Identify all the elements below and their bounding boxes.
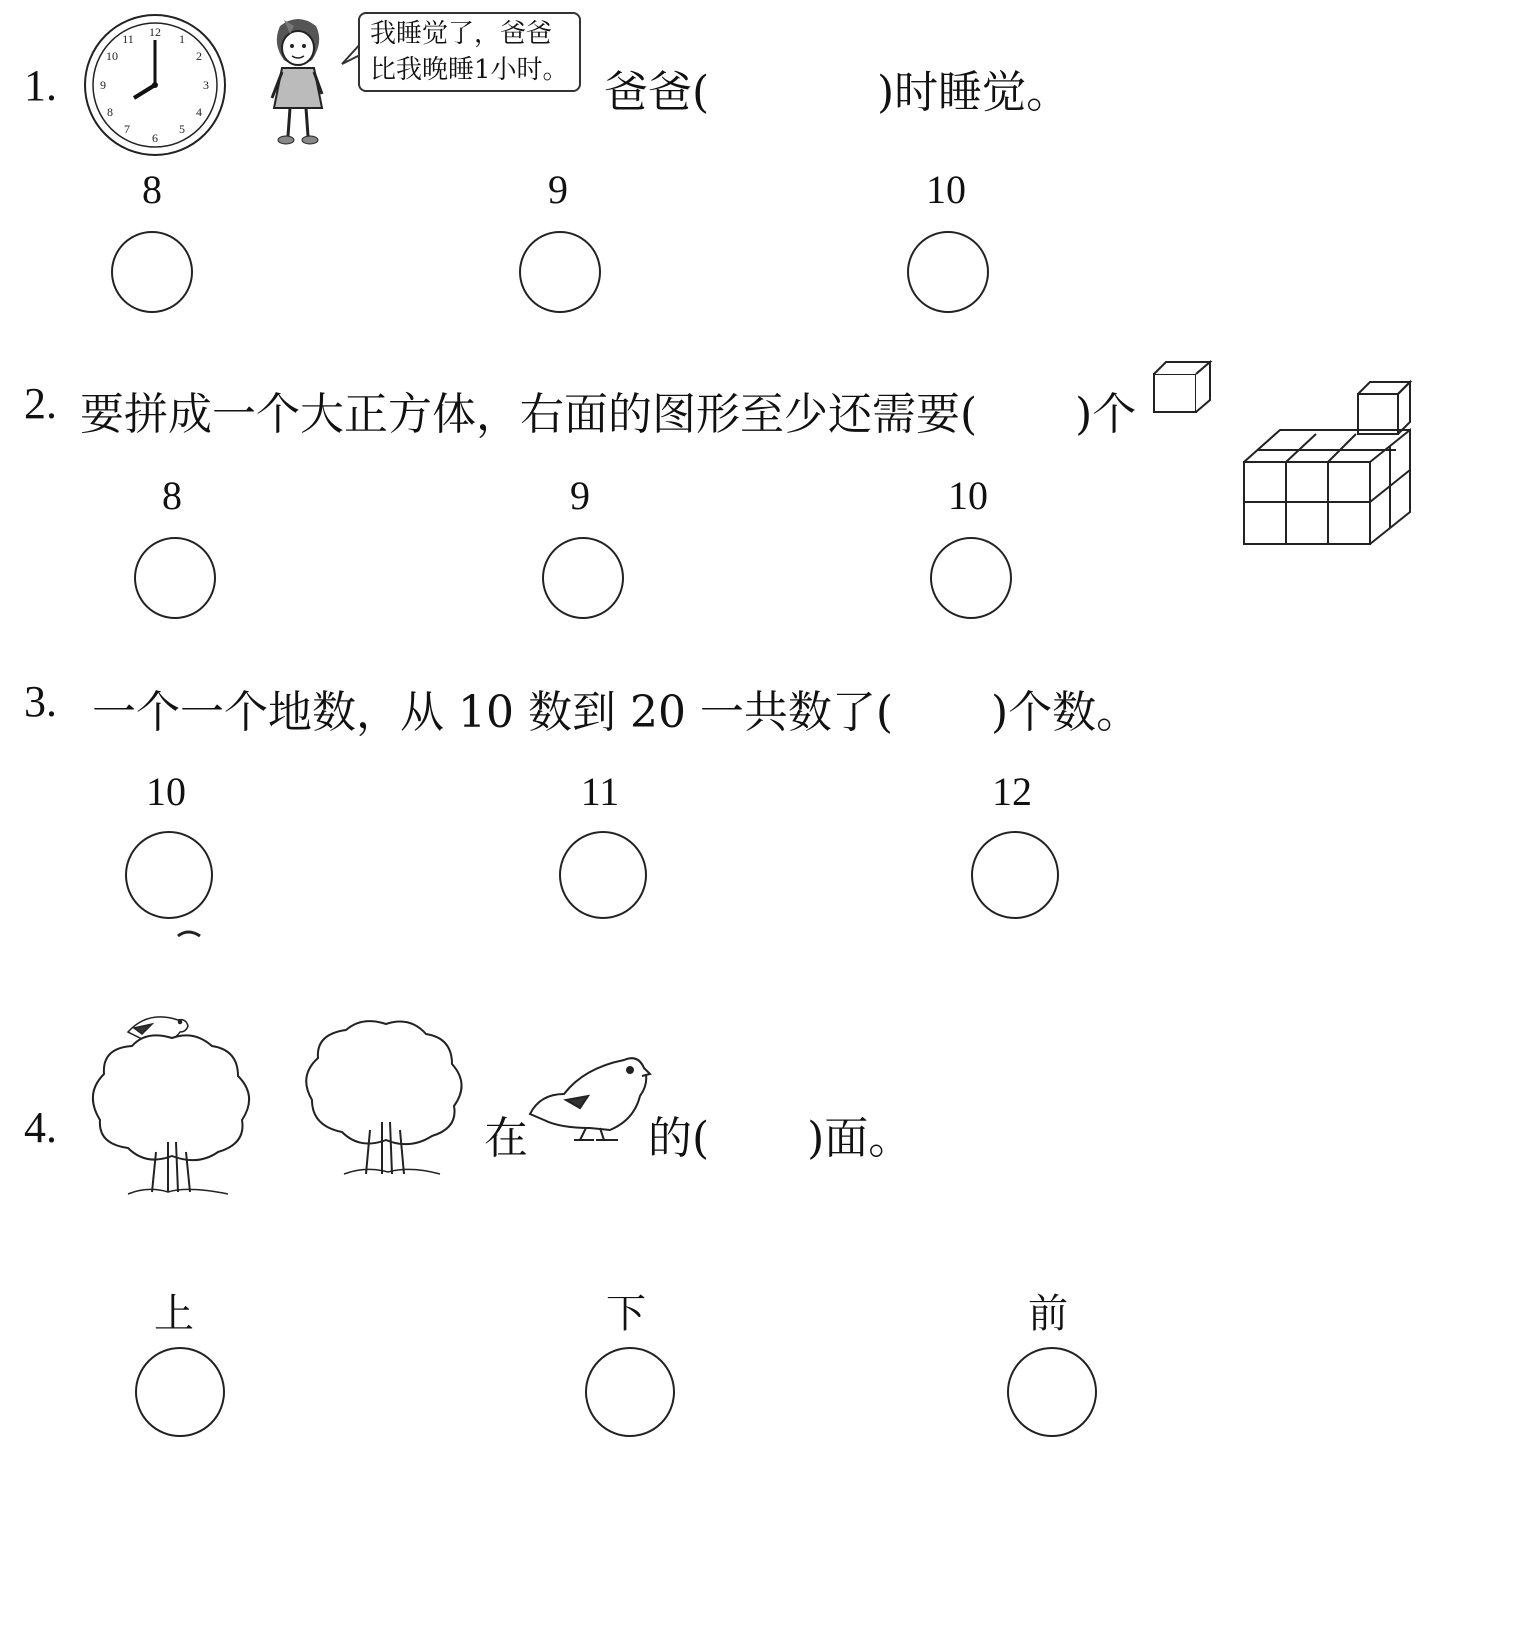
q2-answer-circle-3[interactable] <box>929 536 1013 620</box>
q3-option-label-3: 12 <box>992 769 1032 814</box>
svg-text:12: 12 <box>149 25 161 39</box>
bubble-line-2: 比我晚睡1小时。 <box>370 55 569 85</box>
unit-cube-icon <box>1152 360 1214 416</box>
q1-option-label-3: 10 <box>926 167 966 212</box>
q1-question-text: 爸爸( )时睡觉。 <box>604 67 1071 118</box>
scan-artifact <box>174 928 204 938</box>
q4-option-label-1: 上 <box>154 1291 194 1336</box>
svg-text:7: 7 <box>124 122 130 136</box>
q2-number: 2. <box>24 379 57 428</box>
q3-question-text: 一个一个地数，从 10 数到 20 一共数了( )个数。 <box>92 687 1141 738</box>
svg-text:6: 6 <box>152 131 158 145</box>
svg-text:11: 11 <box>122 32 134 46</box>
girl-illustration <box>258 12 338 148</box>
speech-bubble <box>358 12 581 92</box>
tree-with-bird-icon <box>88 1002 254 1198</box>
q4-answer-circle-1[interactable] <box>134 1346 226 1438</box>
svg-text:9: 9 <box>100 78 106 92</box>
q4-option-label-3: 前 <box>1028 1291 1068 1336</box>
svg-text:3: 3 <box>203 78 209 92</box>
svg-text:4: 4 <box>196 105 202 119</box>
stacked-cubes-figure <box>1238 378 1420 546</box>
bubble-line-1: 我睡觉了，爸爸 <box>370 19 553 49</box>
tree-icon <box>304 1018 466 1178</box>
q4-text-before: 在 <box>484 1113 528 1164</box>
q3-answer-circle-1[interactable] <box>124 830 214 920</box>
q4-number: 4. <box>24 1103 57 1152</box>
q3-number: 3. <box>24 677 57 726</box>
q1-answer-circle-2[interactable] <box>518 230 602 314</box>
clock-icon <box>82 12 228 158</box>
q2-answer-circle-1[interactable] <box>133 536 217 620</box>
q1-answer-circle-3[interactable] <box>906 230 990 314</box>
q4-answer-circle-2[interactable] <box>584 1346 676 1438</box>
q4-text-after: 的( )面。 <box>648 1113 913 1164</box>
q2-option-label-2: 9 <box>570 473 590 518</box>
q4-option-label-2: 下 <box>606 1291 646 1336</box>
q1-answer-circle-1[interactable] <box>110 230 194 314</box>
q3-answer-circle-3[interactable] <box>970 830 1060 920</box>
q3-option-label-2: 11 <box>580 769 620 814</box>
q1-number: 1. <box>24 61 57 110</box>
q2-option-label-3: 10 <box>948 473 988 518</box>
q1-option-label-1: 8 <box>142 167 162 212</box>
svg-text:8: 8 <box>107 105 113 119</box>
svg-text:1: 1 <box>179 32 185 46</box>
q2-question-text: 要拼成一个大正方体，右面的图形至少还需要( )个 <box>80 389 1137 440</box>
q3-option-label-1: 10 <box>146 769 186 814</box>
q2-answer-circle-2[interactable] <box>541 536 625 620</box>
svg-text:10: 10 <box>106 49 118 63</box>
q3-answer-circle-2[interactable] <box>558 830 648 920</box>
q4-answer-circle-3[interactable] <box>1006 1346 1098 1438</box>
q2-option-label-1: 8 <box>162 473 182 518</box>
svg-text:5: 5 <box>179 122 185 136</box>
svg-text:2: 2 <box>196 49 202 63</box>
bird-icon <box>526 1052 650 1144</box>
q1-option-label-2: 9 <box>548 167 568 212</box>
